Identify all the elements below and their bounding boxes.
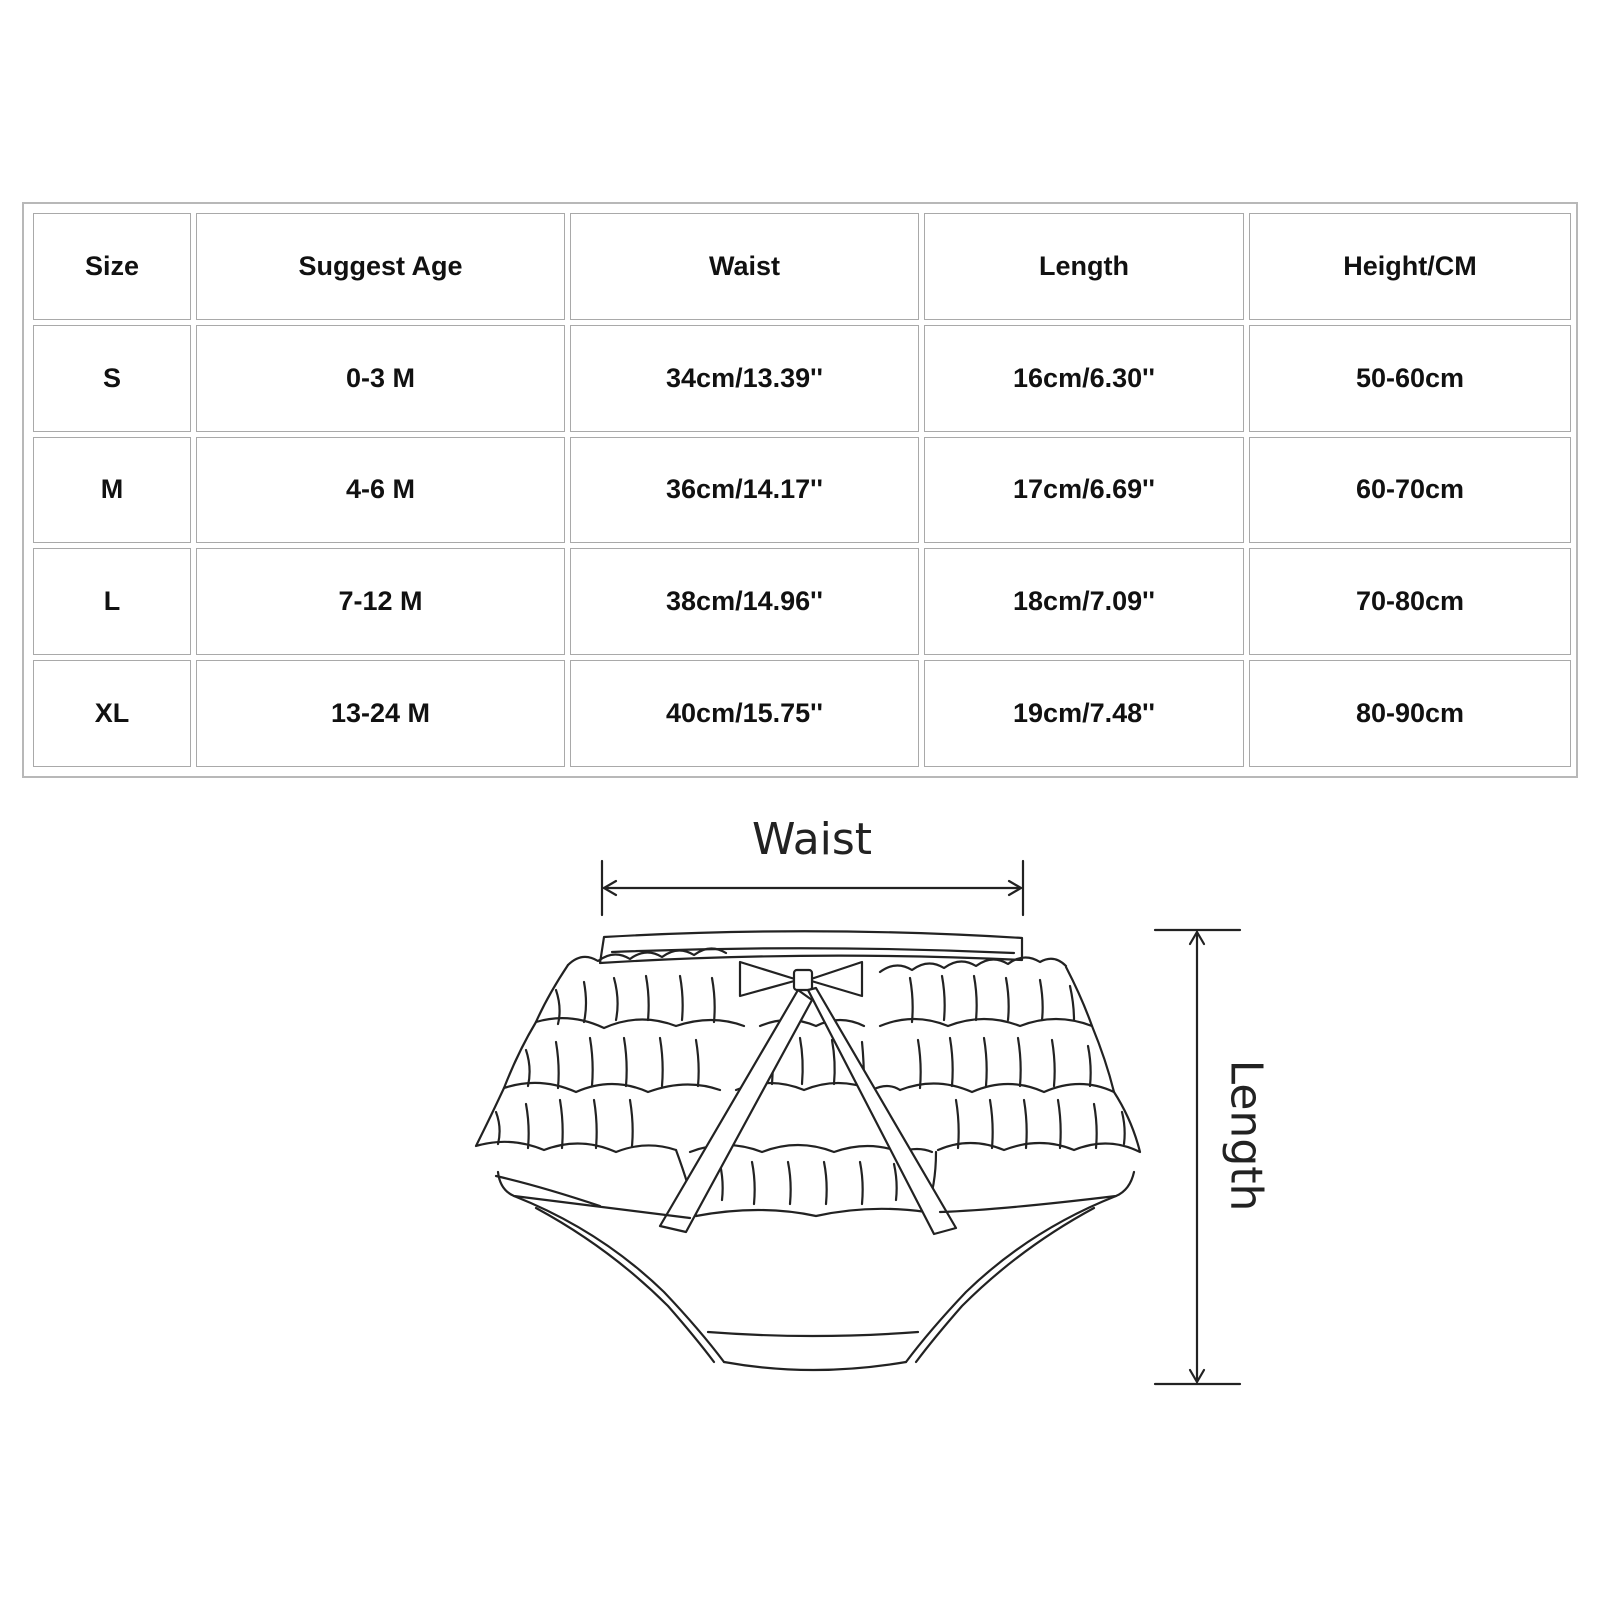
cell-age: 7-12 M: [196, 548, 565, 655]
header-waist: Waist: [570, 213, 919, 320]
header-length: Length: [924, 213, 1244, 320]
cell-height: 60-70cm: [1249, 437, 1571, 544]
cell-size: XL: [33, 660, 191, 767]
cell-length: 17cm/6.69'': [924, 437, 1244, 544]
table-row: [33, 660, 1571, 767]
cell-size: S: [33, 325, 191, 432]
table-row: [33, 325, 1571, 432]
table-row: [33, 437, 1571, 544]
cell-age: 0-3 M: [196, 325, 565, 432]
cell-waist: 38cm/14.96'': [570, 548, 919, 655]
cell-age: 13-24 M: [196, 660, 565, 767]
size-chart: [22, 202, 1578, 778]
cell-waist: 34cm/13.39'': [570, 325, 919, 432]
cell-height: 70-80cm: [1249, 548, 1571, 655]
cell-length: 16cm/6.30'': [924, 325, 1244, 432]
cell-size: L: [33, 548, 191, 655]
size-table: [28, 208, 1576, 772]
table-header-row: [33, 213, 1571, 320]
cell-length: 19cm/7.48'': [924, 660, 1244, 767]
header-height: Height/CM: [1249, 213, 1571, 320]
cell-waist: 40cm/15.75'': [570, 660, 919, 767]
cell-waist: 36cm/14.17'': [570, 437, 919, 544]
ruffle-bloomer-icon: [476, 931, 1140, 1370]
table-row: [33, 548, 1571, 655]
cell-length: 18cm/7.09'': [924, 548, 1244, 655]
header-size: Size: [33, 213, 191, 320]
length-label: Length: [1220, 1059, 1272, 1212]
header-suggest-age: Suggest Age: [196, 213, 565, 320]
cell-age: 4-6 M: [196, 437, 565, 544]
waist-label: Waist: [752, 814, 873, 865]
cell-size: M: [33, 437, 191, 544]
cell-height: 50-60cm: [1249, 325, 1571, 432]
cell-height: 80-90cm: [1249, 660, 1571, 767]
waist-dimension-arrow: [602, 861, 1023, 915]
